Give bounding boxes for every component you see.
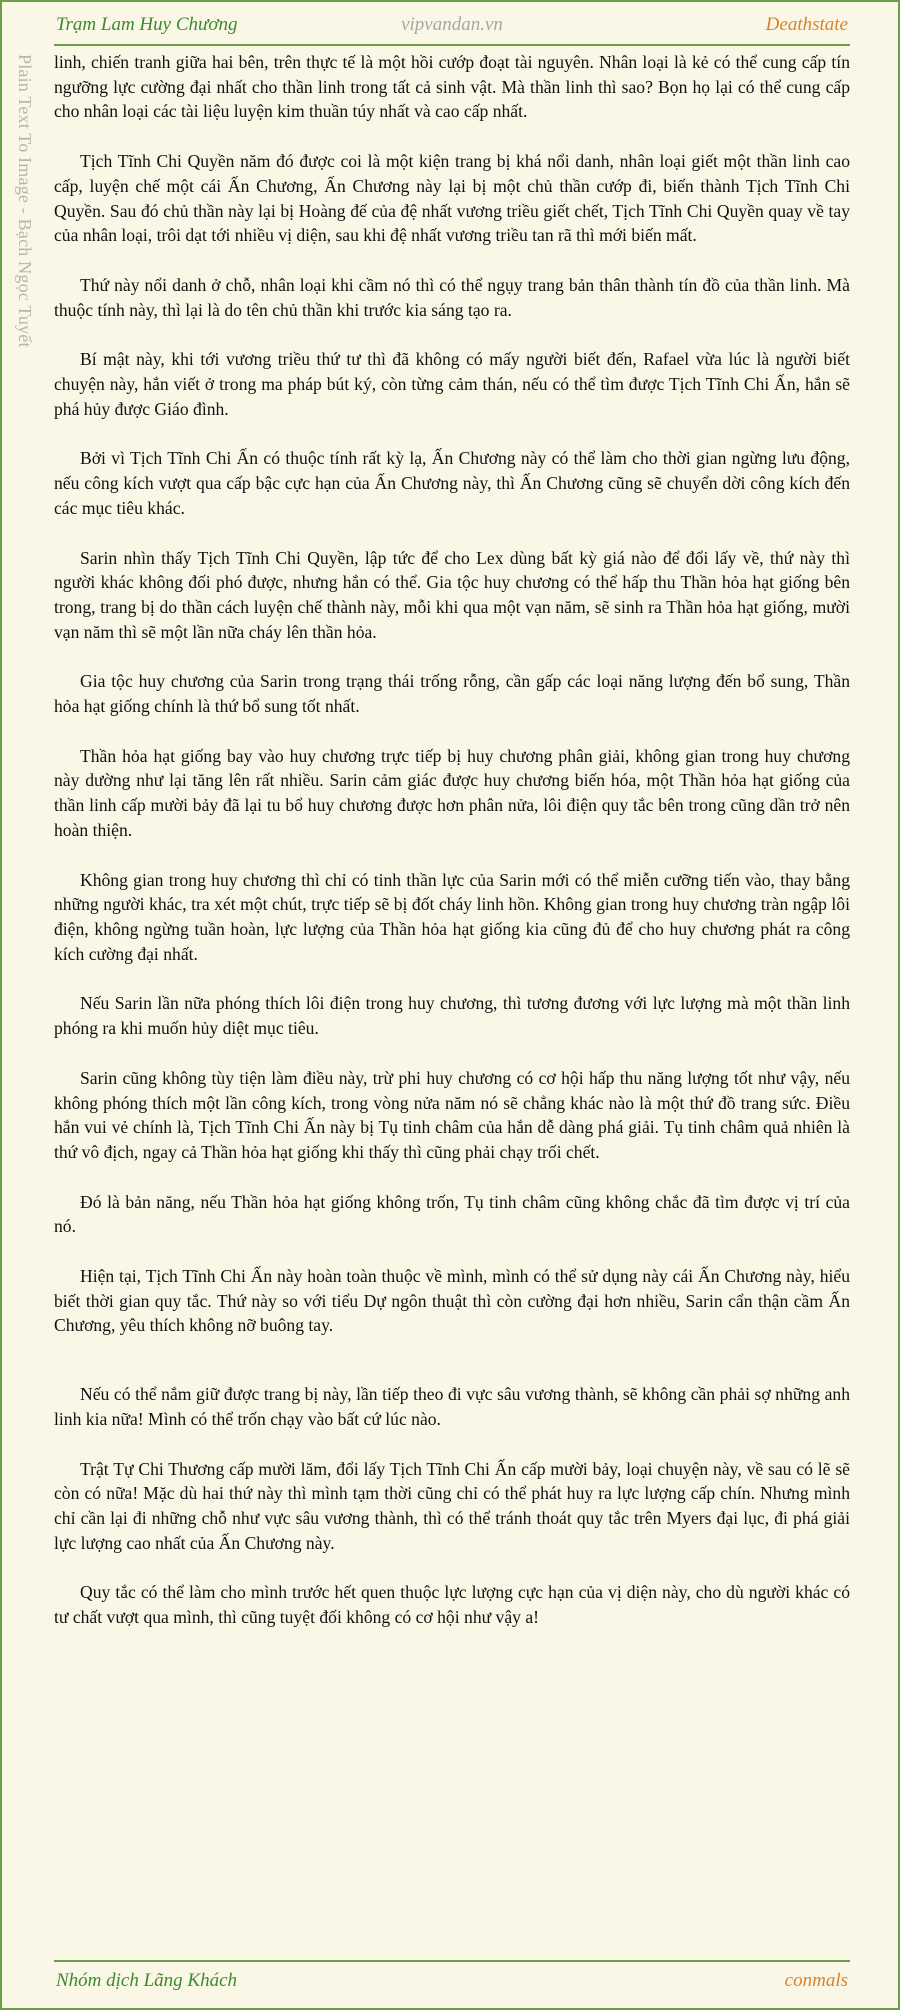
footer-translator-group: Nhóm dịch Lãng Khách — [56, 1970, 238, 1991]
page-footer — [54, 1960, 850, 1994]
footer-editor: conmals — [784, 1970, 848, 1991]
paragraph-4: Bí mật này, khi tới vương triều thứ tư thì đã không có mấy người biết đến, Rafael vừa lúc là người biết chuyện này, hắn viết ở trong ma pháp bút ký, còn từng cảm thán, nếu có thể tìm được Tịch Tĩnh Chi Ấn, hắn sẽ phá hủy được Giáo đình. — [54, 349, 850, 419]
paragraph-3: Thứ này nổi danh ở chỗ, nhân loại khi cầm nó thì có thể ngụy trang bản thân thành tín đồ của thần linh. Mà thuộc tính này, thì lại là do tên chủ thần khi trước kia sáng tạo ra. — [54, 274, 850, 320]
header-domain: vipvandan.vn — [401, 14, 503, 35]
paragraph-12: Đó là bản năng, nếu Thần hỏa hạt giống không trốn, Tụ tinh châm cũng không chắc đã tìm được vị trí của nó. — [54, 1191, 850, 1237]
header-author: Deathstate — [765, 14, 848, 35]
paragraph-10: Nếu Sarin lần nữa phóng thích lôi điện trong huy chương, thì tương đương với lực lượng mà một thần linh phóng ra khi muốn hủy diệt mục tiêu. — [54, 993, 850, 1039]
paragraph-1: linh, chiến tranh giữa hai bên, trên thực tế là một hồi cướp đoạt tài nguyên. Nhân loại là kẻ có thể cung cấp tín ngưỡng lực cường đại nhất cho thần linh trong tất cả sinh vật. Mà thần linh thì sao? Bọn họ lại có thể cung cấp cho nhân loại các tài liệu luyện kim thuần túy nhất và cao cấp nhất. — [54, 52, 850, 122]
paragraph-2: Tịch Tĩnh Chi Quyền năm đó được coi là một kiện trang bị khá nổi danh, nhân loại giết một thần linh cao cấp, luyện chế một cái Ấn Chương, Ấn Chương này lại bị một chủ thần cướp đi, biến thành Tịch Tĩnh Chi Quyền. Sau đó chủ thần này lại bị Hoàng đế của đệ nhất vương triều giết chết, Tịch Tĩnh Chi Quyền quay về tay của nhân loại, trôi dạt tới nhiều vị diện, sau khi đệ nhất vương triều tan rã thì mới biến mất. — [54, 151, 850, 246]
paragraph-14: Nếu có thể nắm giữ được trang bị này, lần tiếp theo đi vực sâu vương thành, sẽ không cần phải sợ những anh linh kia nữa! Mình có thể trốn chạy vào bất cứ lúc nào. — [54, 1384, 850, 1429]
paragraph-6: Sarin nhìn thấy Tịch Tĩnh Chi Quyền, lập tức để cho Lex dùng bất kỳ giá nào để đổi lấy về, thứ này thì người khác không đối phó được, nhưng hắn có thể. Gia tộc huy chương có thể hấp thu Thần hỏa hạt giống bên trong, trang bị do thần cách luyện chế thành này, mỗi khi qua một vạn năm, sẽ sinh ra Thần hỏa hạt giống, mười vạn năm thì sẽ một lần nữa cháy lên thần hỏa. — [54, 547, 850, 642]
paragraph-8: Thần hỏa hạt giống bay vào huy chương trực tiếp bị huy chương phân giải, không gian trong huy chương này dường như lại tăng lên rất nhiều. Sarin cảm giác được huy chương biến hóa, một Thần hỏa hạt giống của thần linh cấp mười bảy đã lại tu bổ huy chương được hơn phân nửa, lôi điện quy tắc bên trong cũng dần trở nên hoàn thiện. — [54, 745, 850, 840]
paragraph-15: Trật Tự Chi Thương cấp mười lăm, đổi lấy Tịch Tĩnh Chi Ấn cấp mười bảy, loại chuyện này, về sau có lẽ sẽ còn có nữa! Mặc dù hai thứ này thì mình tạm thời cũng chỉ có thể phát huy ra lực lượng cấp chín. Nhưng mình chỉ cần lại đi những chỗ như vực sâu vương thành, thì có thể tránh thoát quy tắc trên Myers đại lục, đi phá giải lực lượng cao nhất của Ấn Chương này. — [54, 1458, 850, 1553]
paragraph-5: Bởi vì Tịch Tĩnh Chi Ấn có thuộc tính rất kỳ lạ, Ấn Chương này có thể làm cho thời gian ngừng lưu động, nếu công kích vượt qua cấp bậc cực hạn của Ấn Chương này, thì Ấn Chương cũng sẽ chuyển dời công kích đến các mục tiêu khác. — [54, 448, 850, 518]
header-site-title: Trạm Lam Huy Chương — [56, 14, 238, 35]
page-header — [54, 14, 850, 46]
paragraph-16: Quy tắc có thể làm cho mình trước hết quen thuộc lực lượng cực hạn của vị diện này, cho dù người khác có tư chất vượt qua mình, thì cũng tuyệt đối không có cơ hội như vậy a! — [54, 1582, 850, 1628]
paragraph-11: Sarin cũng không tùy tiện làm điều này, trừ phi huy chương có cơ hội hấp thu năng lượng tốt như vậy, nếu không phóng thích một lần công kích, trong vòng nửa năm nó sẽ chẳng khác nào là một thứ đồ trang sức. Điều hắn vui vẻ chính là, Tịch Tĩnh Chi Ấn này bị Tụ tinh châm của hắn dễ dàng phá giải. Tụ tinh châm quả nhiên là thứ vô địch, ngay cả Thần hỏa hạt giống khi thấy thì cũng phải chạy trối chết. — [54, 1067, 850, 1162]
paragraph-9: Không gian trong huy chương thì chỉ có tinh thần lực của Sarin mới có thể miễn cưỡng tiến vào, thay bằng những người khác, tra xét một chút, trực tiếp sẽ bị đốt cháy linh hồn. Không gian trong huy chương tràn ngập lôi điện, không ngừng tuần hoàn, lực lượng của Thần hỏa hạt giống kia cũng đủ để cho huy chương phát ra công kích cường đại nhất. — [54, 869, 850, 964]
chapter-body — [54, 50, 850, 1655]
side-watermark: Plain Text To Image - Bạch Ngọc Tuyết — [15, 54, 35, 348]
paragraph-13: Hiện tại, Tịch Tĩnh Chi Ấn này hoàn toàn thuộc về mình, mình có thể sử dụng này cái Ấn Chương này, hiểu biết thời gian quy tắc. Thứ này so với tiểu Dự ngôn thuật thì còn cường đại hơn nhiều, Sarin cẩn thận cầm Ấn Chương, yêu thích không nỡ buông tay. — [54, 1266, 850, 1336]
paragraph-7: Gia tộc huy chương của Sarin trong trạng thái trống rỗng, cần gấp các loại năng lượng đến bổ sung, Thần hỏa hạt giống chính là thứ bổ sung tốt nhất. — [54, 671, 850, 717]
